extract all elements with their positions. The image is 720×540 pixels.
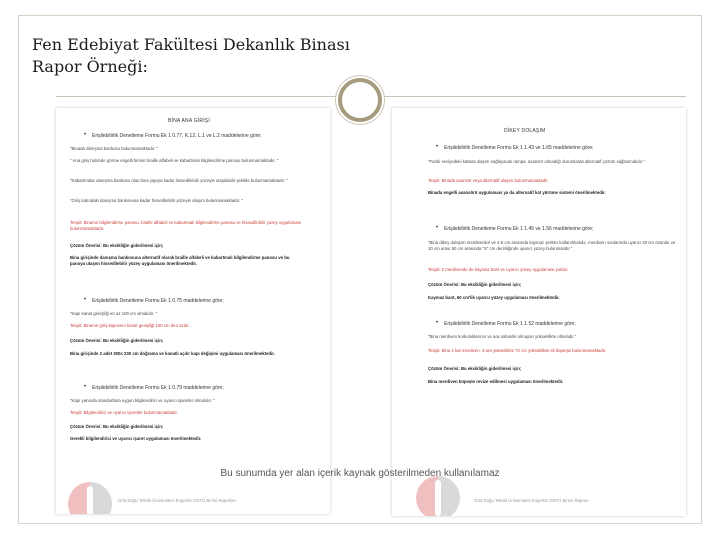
solution-text: Bina girişinde danışma bankosuna alternatif olarak braille alfabeli ve kabartmalı bilgilendirme panosu ve bu panoya ulaşım hissedilebilir yüzey uygulaması önerilmektedir. — [70, 255, 290, 266]
solution-heading: Çözüm Önerisi: Bu eksikliğin giderilmesi için; — [428, 366, 522, 371]
bullet-item: • Erişilebilirlik Denetleme Formu Ek 1 1.52 maddelerine göre; — [444, 321, 576, 327]
finding-text: Tespit: Bilgilendirici ve uyarıcı işaretler bulunmamaktadır. — [70, 410, 178, 415]
title-line-2: Rapor Örneği: — [32, 57, 148, 76]
finding-text: Tespit: Binanın giriş kapısının kanat genişliği 100 cm den azdır. — [70, 323, 190, 328]
bullet-item: • Erişilebilirlik Denetleme Formu Ek 1 0.77, K.12, L.1 ve L.2 maddelerine göre: — [92, 133, 262, 139]
quote-text: "Kapı kanat genişliği en az 100 cm olmalıdır. " — [70, 311, 158, 316]
copyright-caption: Bu sunumda yer alan içerik kaynak gösterilmeden kullanılamaz — [220, 468, 500, 479]
section-title: BİNA ANA GİRİŞİ — [168, 118, 210, 124]
bullet-item: • Erişilebilirlik Denetleme Formu Ek 1 0.75 maddelerine göre; — [92, 298, 224, 304]
quote-text: "Farklı seviyedeki katlara ulaşım sağlayacak rampa, asansör olmadığı durumlarda alternatif çözüm sağlanmalıdır." — [428, 159, 645, 164]
quote-text: "Bina dikey dolaşım merdivenleri ve 4-5 cm arasında kaymaz şeritler kullanılmalıdır, merdiven sonlarında uyarıcı 30 cm önünde ve 10 cm arası 50 cm arasında "S" cm derinliğinde uyarıcı yüzey bulunmalıdır." — [428, 240, 676, 251]
finding-text: Tespit: Bina 2 kat merdiven, 3 ara yükseklikte 70 cm yükseklikte ek küpeşte bulunmamaktadır. — [428, 348, 607, 353]
divider-left — [56, 96, 338, 97]
quote-text: "Binada danışma bankosu bulunmamaktadır. " — [70, 146, 159, 151]
solution-heading: Çözüm Önerisi: Bu eksikliğin giderilmesi için; — [428, 282, 522, 287]
bullet-item: • Erişilebilirlik Denetleme Formu Ek 1 1.43 ve 1.65 maddelerine göre; — [444, 145, 594, 151]
quote-text: " Ana giriş holünde görme engelli birinin braille alfabeli ve kabartmalı bilgilendirme panosu bulunmamaktadır. " — [70, 158, 279, 163]
solution-text: Binada engelli asansörü uygulaması ya da alternatif kat yürüme sistemi önerilmektedir. — [428, 190, 606, 195]
quote-text: "Kapı yanında standartlara uygun bilgilendirici ve uyarıcı işaretler olmalıdır. " — [70, 398, 215, 403]
report-page-right — [392, 108, 686, 516]
university-logo-watermark — [416, 476, 460, 516]
quote-text: "Giriş katındaki danışma bankosuna kadar hissedilebilir yüzeyle ulaşım bulunmamaktadır. " — [70, 198, 243, 203]
slide-title — [32, 34, 350, 78]
bullet-item: • Erişilebilirlik Denetleme Formu Ek 1 0.79 maddelerine göre; — [92, 385, 224, 391]
divider-right — [382, 96, 686, 97]
ring-ornament-icon — [338, 78, 382, 122]
section-title: DİKEY DOLAŞIM — [504, 128, 546, 134]
solution-heading: Çözüm Önerisi: Bu eksikliğin giderilmesi için; — [70, 424, 164, 429]
finding-text: Tespit: Binanın bilgilendirme panosu, braille alfabeli ve kabartmalı bilgilendirme panosu ve hissedilebilir yüzey uygulaması bulunmamaktadır. — [70, 220, 301, 231]
title-line-1: Fen Edebiyat Fakültesi Dekanlık Binası — [32, 35, 350, 54]
quote-text: "Bina merdiven korkuluklarının ve ara sahanlık olmayan yükseklikte olmalıdır." — [428, 334, 577, 339]
finding-text: Tespit: 2 merdivende de kaymaz bant ve uyarıcı yüzey uygulaması yoktur. — [428, 267, 569, 272]
solution-text: Kaymaz bant, 60 cm'lik uyarıcı yüzey uygulaması önerilmektedir. — [428, 295, 560, 300]
bullet-item: • Erişilebilirlik Denetleme Formu Ek 1 1.45 ve 1.56 maddelerine göre; — [444, 226, 594, 232]
solution-heading: Çözüm Önerisi: Bu eksikliğin giderilmesi için; — [70, 338, 164, 343]
solution-text: Bina merdiven küpeşte revize edilmesi uygulaması önerilmektedir. — [428, 379, 564, 384]
page-footer: Orta Doğu Teknik Üniversitesi Engelsiz ODTÜ Birimi Raporu — [474, 498, 589, 503]
solution-text: Bina girişinde 2 adet 300x 230 cm doğrama ve kanatlı açılır kapı değişimi uygulaması önerilmektedir. — [70, 351, 275, 356]
finding-text: Tespit: Binada asansör veya alternatif ulaşım bulunmamaktadır. — [428, 178, 549, 183]
university-logo-watermark — [68, 482, 112, 514]
solution-heading: Çözüm Önerisi: Bu eksikliğin giderilmesi için; — [70, 243, 164, 248]
solution-text: Gerekli bilgilendirici ve uyarıcı işaret uygulaması önerilmektedir. — [70, 436, 202, 441]
report-page-left — [56, 108, 330, 514]
page-footer: Orta Doğu Teknik Üniversitesi Engelsiz ODTÜ Birimi Raporları — [118, 498, 237, 503]
quote-text: "Kabartmalar danışma bankosu olan bina yapıya kadar hissedilebilir yüzeyle ulaşılabilir şekilde bulunmamaktadır. " — [70, 178, 288, 183]
